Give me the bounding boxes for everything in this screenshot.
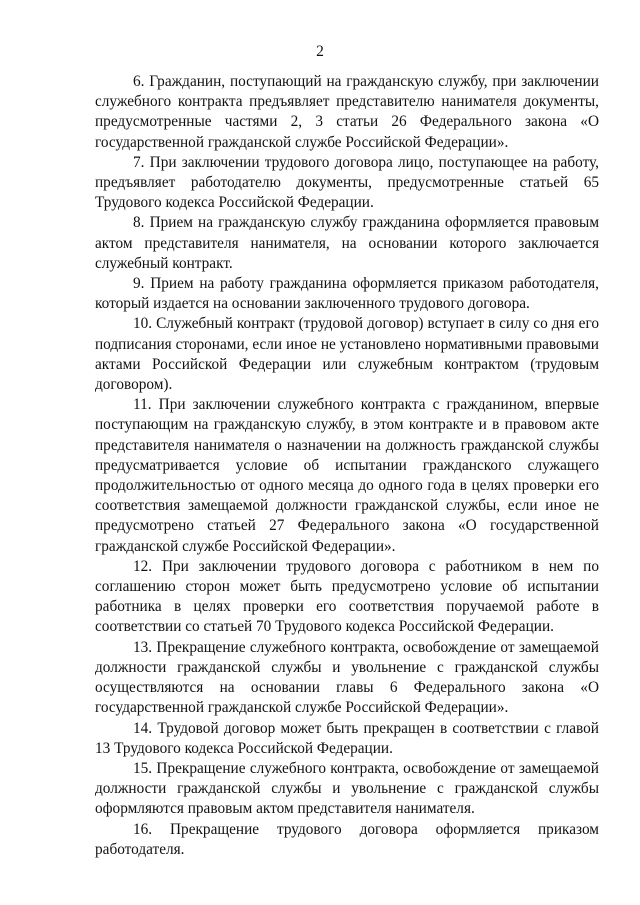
paragraph-7: 7. При заключении трудового договора лицо, поступающее на работу, предъявляет работодателю документы, предусмотренные статьей 65 Трудового кодекса Российской Федерации. [95, 153, 599, 212]
paragraph-15: 15. Прекращение служебного контракта, освобождение от замещаемой должности гражданской службы и увольнение с гражданской службы оформляются правовым актом представителя нанимателя. [95, 759, 599, 818]
paragraph-12: 12. При заключении трудового договора с работником в нем по соглашению сторон может быть предусмотрено условие об испытании работника в целях проверки его соответствия поручаемой работе в соответствии со статьей 70 Трудового кодекса Российской Федерации. [95, 557, 599, 636]
paragraph-9: 9. Прием на работу гражданина оформляется приказом работодателя, который издается на основании заключенного трудового договора. [95, 275, 599, 313]
paragraph-8: 8. Прием на гражданскую службу гражданина оформляется правовым актом представителя нанимателя, на основании которого заключается служебный контракт. [95, 214, 599, 272]
paragraph-16: 16. Прекращение трудового договора оформляется приказом работодателя. [95, 820, 599, 858]
paragraph-6: 6. Гражданин, поступающий на гражданскую службу, при заключении служебного контракта предъявляет представителю нанимателя документы, предусмотренные частями 2, 3 статьи 26 Федерального закона «О государственной гражданской службе Российской Федерации». [95, 73, 599, 151]
paragraph-13: 13. Прекращение служебного контракта, освобождение от замещаемой должности гражданской службы и увольнение с гражданской службы осуществляются на основании главы 6 Федерального закона «О государственной гражданской службе Российской Федерации». [95, 638, 599, 717]
paragraph-14: 14. Трудовой договор может быть прекращен в соответствии с главой 13 Трудового кодекса Российской Федерации. [95, 719, 599, 757]
document-body [95, 72, 599, 860]
paragraph-10: 10. Служебный контракт (трудовой договор) вступает в силу со дня его подписания сторонами, если иное не установлено нормативными правовыми актами Российской Федерации или служебным контрактом (трудовым договором). [95, 315, 599, 394]
page-number: 2 [316, 43, 324, 60]
paragraph-11: 11. При заключении служебного контракта с гражданином, впервые поступающим на гражданскую службу, в этом контракте и в правовом акте представителя нанимателя о назначении на должность гражданской службы предусматривается условие об испытании гражданского служащего продолжительностью от одного месяца до одного года в целях проверки его соответствия замещаемой должности гражданской службы, если иное не предусмотрено статьей 27 Федерального закона «О государственной гражданской службе Российской Федерации». [95, 396, 599, 555]
